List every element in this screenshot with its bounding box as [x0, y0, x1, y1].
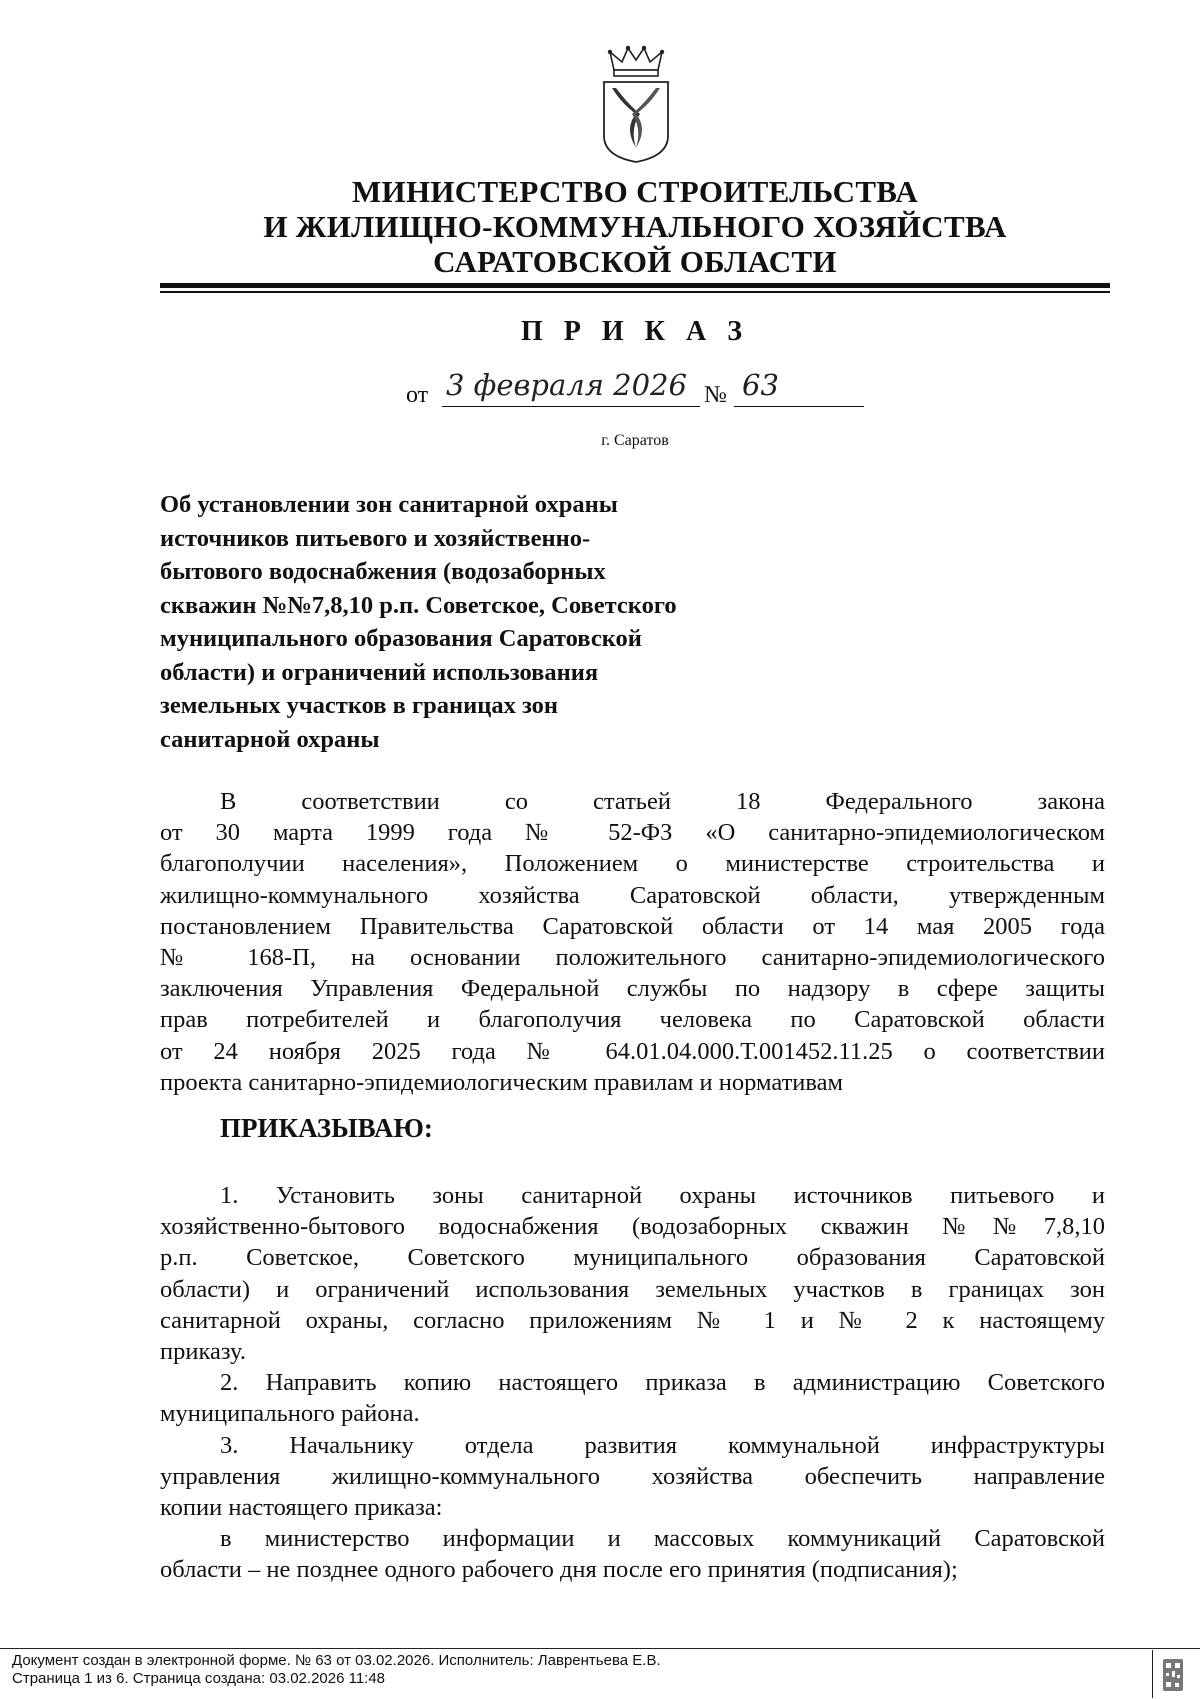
date-underline	[442, 406, 700, 407]
subject-line: скважин №№7,8,10 р.п. Советское, Советского	[160, 591, 677, 619]
preamble-line: прав потребителей и благополучия человека по Саратовской области	[160, 1006, 1105, 1034]
preamble-line: проекта санитарно-эпидемиологическим правилам и нормативам	[160, 1068, 844, 1096]
preamble-line: № 168-П, на основании положительного санитарно-эпидемиологического	[160, 944, 1105, 972]
item-line: р.п. Советское, Советского муниципального образования Саратовской	[160, 1244, 1105, 1272]
preamble-line: от 30 марта 1999 года № 52-ФЗ «О санитарно-эпидемиологическом	[160, 819, 1105, 847]
order-title: П Р И К А З	[521, 316, 749, 347]
subject-line: области) и ограничений использования	[160, 658, 599, 686]
coat-of-arms-icon	[600, 44, 672, 164]
footer-line-2: Страница 1 из 6. Страница создана: 03.02.2026 11:48	[12, 1670, 386, 1687]
subject-line: земельных участков в границах зон	[160, 692, 559, 719]
preamble-paragraph	[160, 786, 1105, 1098]
item-line: хозяйственно-бытового водоснабжения (водозаборных скважин №№7,8,10	[160, 1213, 1105, 1241]
electronic-document-footer	[0, 1648, 1200, 1699]
item-line: муниципального района.	[160, 1400, 420, 1428]
item-line: санитарной охраны, согласно приложениям № 1 и № 2 к настоящему	[160, 1306, 1105, 1334]
preamble-line: заключения Управления Федеральной службы по надзору в сфере защиты	[160, 975, 1105, 1003]
item-line: копии настоящего приказа:	[160, 1494, 443, 1522]
preamble-line: от 24 ноября 2025 года № 64.01.04.000.Т.001452.11.25 о соответствии	[160, 1037, 1105, 1065]
ministry-name-line-3: САРАТОВСКОЙ ОБЛАСТИ	[433, 244, 837, 279]
item-line: 1. Установить зоны санитарной охраны источников питьевого и	[220, 1182, 1105, 1209]
subject-line: источников питьевого и хозяйственно-	[160, 524, 591, 552]
order-item-1	[160, 1180, 1105, 1367]
preamble-line: постановлением Правительства Саратовской области от 14 мая 2005 года	[160, 912, 1105, 940]
header-divider-thick	[160, 283, 1110, 288]
number-underline	[734, 406, 864, 407]
order-items	[160, 1180, 1105, 1586]
subject-line: санитарной охраны	[160, 725, 380, 753]
footer-text	[12, 1652, 661, 1688]
footer-line-1: Документ создан в электронной форме. № 63 от 03.02.2026. Исполнитель: Лаврентьева Е.В.	[12, 1652, 661, 1669]
item-line: 2. Направить копию настоящего приказа в администрацию Советского	[220, 1369, 1105, 1397]
subject-line: муниципального образования Саратовской	[160, 625, 642, 652]
header-divider-thin	[160, 291, 1110, 293]
preamble-line: жилищно-коммунального хозяйства Саратовской области, утвержденным	[160, 881, 1105, 909]
item-line: в министерство информации и массовых коммуникаций Саратовской	[220, 1525, 1105, 1553]
item-line: 3. Начальнику отдела развития коммунальной инфраструктуры	[220, 1431, 1105, 1459]
order-item-3	[160, 1430, 1105, 1586]
qr-code-icon	[1163, 1659, 1183, 1691]
subject-line: бытового водоснабжения (водозаборных	[160, 558, 606, 585]
city-name: г. Саратов	[601, 432, 669, 449]
order-item-2	[160, 1367, 1105, 1429]
date-label: от	[406, 382, 429, 408]
order-subject	[160, 488, 800, 756]
handwritten-number: 63	[742, 368, 779, 402]
ministry-name-line-2: И ЖИЛИЩНО-КОММУНАЛЬНОГО ХОЗЯЙСТВА	[263, 209, 1007, 244]
order-verb: ПРИКАЗЫВАЮ:	[220, 1113, 433, 1143]
footer-divider	[1152, 1650, 1153, 1698]
item-line: области – не позднее одного рабочего дня после его принятия (подписания);	[160, 1556, 958, 1584]
handwritten-date: 3 февраля 2026	[446, 368, 687, 402]
preamble-line: благополучии населения», Положением о министерстве строительства и	[160, 850, 1105, 878]
preamble-line: В соответствии со статьей 18 Федерального закона	[220, 788, 1105, 815]
ministry-name-line-1: МИНИСТЕРСТВО СТРОИТЕЛЬСТВА	[351, 174, 919, 209]
number-label: №	[704, 382, 727, 408]
item-line: управления жилищно-коммунального хозяйства обеспечить направление	[160, 1462, 1105, 1490]
item-line: приказу.	[160, 1338, 246, 1366]
item-line: области) и ограничений использования земельных участков в границах зон	[160, 1275, 1105, 1303]
subject-line: Об установлении зон санитарной охраны	[160, 491, 618, 518]
